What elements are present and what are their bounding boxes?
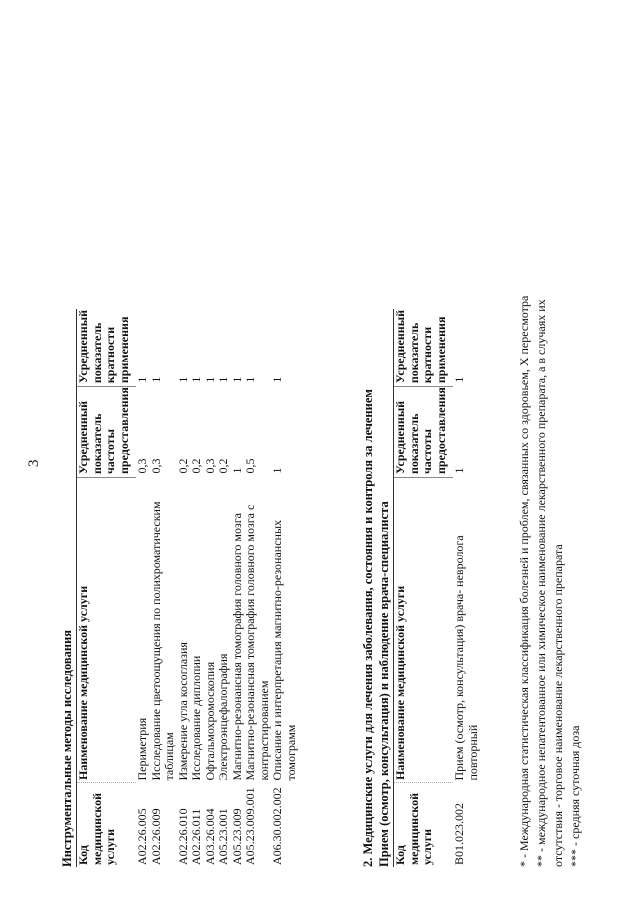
row-code: A05.23.009	[229, 808, 244, 865]
footnote-dose: *** - средняя суточная доза	[568, 725, 582, 867]
row-multiplicity: 1	[229, 376, 244, 383]
header-code: Код медицинской услуги	[394, 783, 454, 868]
row-name: Магнитно-резонансная томография головного мозга с контрастированием	[243, 504, 271, 781]
row-multiplicity: 1	[175, 376, 190, 383]
row-name: Исследование диплопии	[189, 655, 203, 781]
header-multiplicity: Усредненный показатель кратности применения	[77, 309, 137, 387]
table-row	[453, 309, 480, 867]
row-frequency: 1	[229, 467, 244, 474]
row-name: Периметрия	[135, 717, 149, 781]
table-header-row	[77, 309, 137, 867]
row-frequency: 0,5	[243, 458, 257, 474]
section2-subtitle: Прием (осмотр, консультация) и наблюдение врача-специалиста	[377, 501, 391, 867]
table-row	[244, 309, 271, 867]
page-number: 3	[26, 459, 42, 467]
section2-table	[393, 309, 480, 867]
table-row	[231, 309, 245, 867]
row-multiplicity: 1	[135, 376, 149, 383]
table-header-row	[394, 309, 454, 867]
row-name: Исследование цветоощущения по полихроматическим таблицам	[148, 501, 176, 781]
header-name: Наименование медицинской услуги	[394, 478, 454, 783]
footnote-inn-line2: отсутствия - торговое наименование лекарственного препарата	[551, 544, 565, 867]
row-multiplicity: 1	[270, 376, 284, 383]
header-code: Код медицинской услуги	[77, 783, 137, 868]
header-multiplicity: Усредненный показатель кратности применения	[394, 309, 454, 387]
row-name: Офтальмохромоскопия	[202, 661, 217, 781]
row-code: B01.023.002	[452, 802, 466, 865]
header-frequency: Усредненный показатель частоты предоставления	[394, 387, 454, 478]
row-frequency: 1	[452, 467, 466, 474]
row-code: A02.26.011	[189, 808, 203, 865]
row-name: Описание и интерпретация магнитно-резонансных томограмм	[270, 519, 298, 781]
row-code: A02.26.010	[175, 808, 190, 865]
row-code: A05.23.001	[216, 808, 230, 865]
section1-table	[76, 309, 298, 867]
row-frequency: 0,3	[135, 458, 149, 474]
row-frequency: 0,2	[216, 458, 230, 474]
table-row	[136, 309, 150, 867]
table-row	[177, 309, 191, 867]
section1-title: Инструментальные методы исследования	[60, 629, 74, 867]
table-row	[150, 309, 177, 867]
row-code: A05.23.009.001	[243, 787, 257, 865]
row-multiplicity: 1	[148, 376, 163, 383]
header-name: Наименование медицинской услуги	[77, 478, 137, 783]
table-row	[217, 309, 231, 867]
row-code: A03.26.004	[202, 808, 217, 865]
table-row	[271, 309, 298, 867]
row-frequency: 1	[270, 467, 284, 474]
row-frequency: 0,2	[175, 458, 190, 474]
row-multiplicity: 1	[243, 376, 257, 383]
row-multiplicity: 1	[202, 376, 217, 383]
header-frequency: Усредненный показатель частоты предоставления	[77, 387, 137, 478]
row-name: Магнитно-резонансная томография головного мозга	[229, 513, 244, 781]
row-frequency: 0,3	[202, 458, 217, 474]
row-name: Электроэнцефалография	[216, 653, 230, 781]
row-code: A02.26.005	[135, 808, 149, 865]
row-multiplicity: 1	[189, 376, 203, 383]
table-row	[190, 309, 204, 867]
row-name: Прием (осмотр, консультация) врача- невролога повторный	[452, 535, 480, 781]
row-multiplicity: 1	[452, 376, 466, 383]
row-code: A02.26.009	[148, 808, 163, 865]
footnote-inn-line1: ** - международное непатентованное или химическое наименование лекарственного препарата, а в случаях их	[534, 299, 548, 867]
row-multiplicity: 1	[216, 376, 230, 383]
footnotes	[516, 296, 584, 867]
row-frequency: 0,3	[148, 458, 163, 474]
row-frequency: 0,2	[189, 458, 203, 474]
row-code: A06.30.002.002	[270, 787, 284, 865]
table-row	[204, 309, 218, 867]
row-name: Измерение угла косоглазия	[175, 642, 190, 781]
section2-title: 2. Медицинские услуги для лечения заболевания, состояния и контроля за лечением	[361, 389, 375, 867]
footnote-icd: * - Международная статистическая классификация болезней и проблем, связанных со здоровьем, X пересмотра	[517, 295, 531, 867]
